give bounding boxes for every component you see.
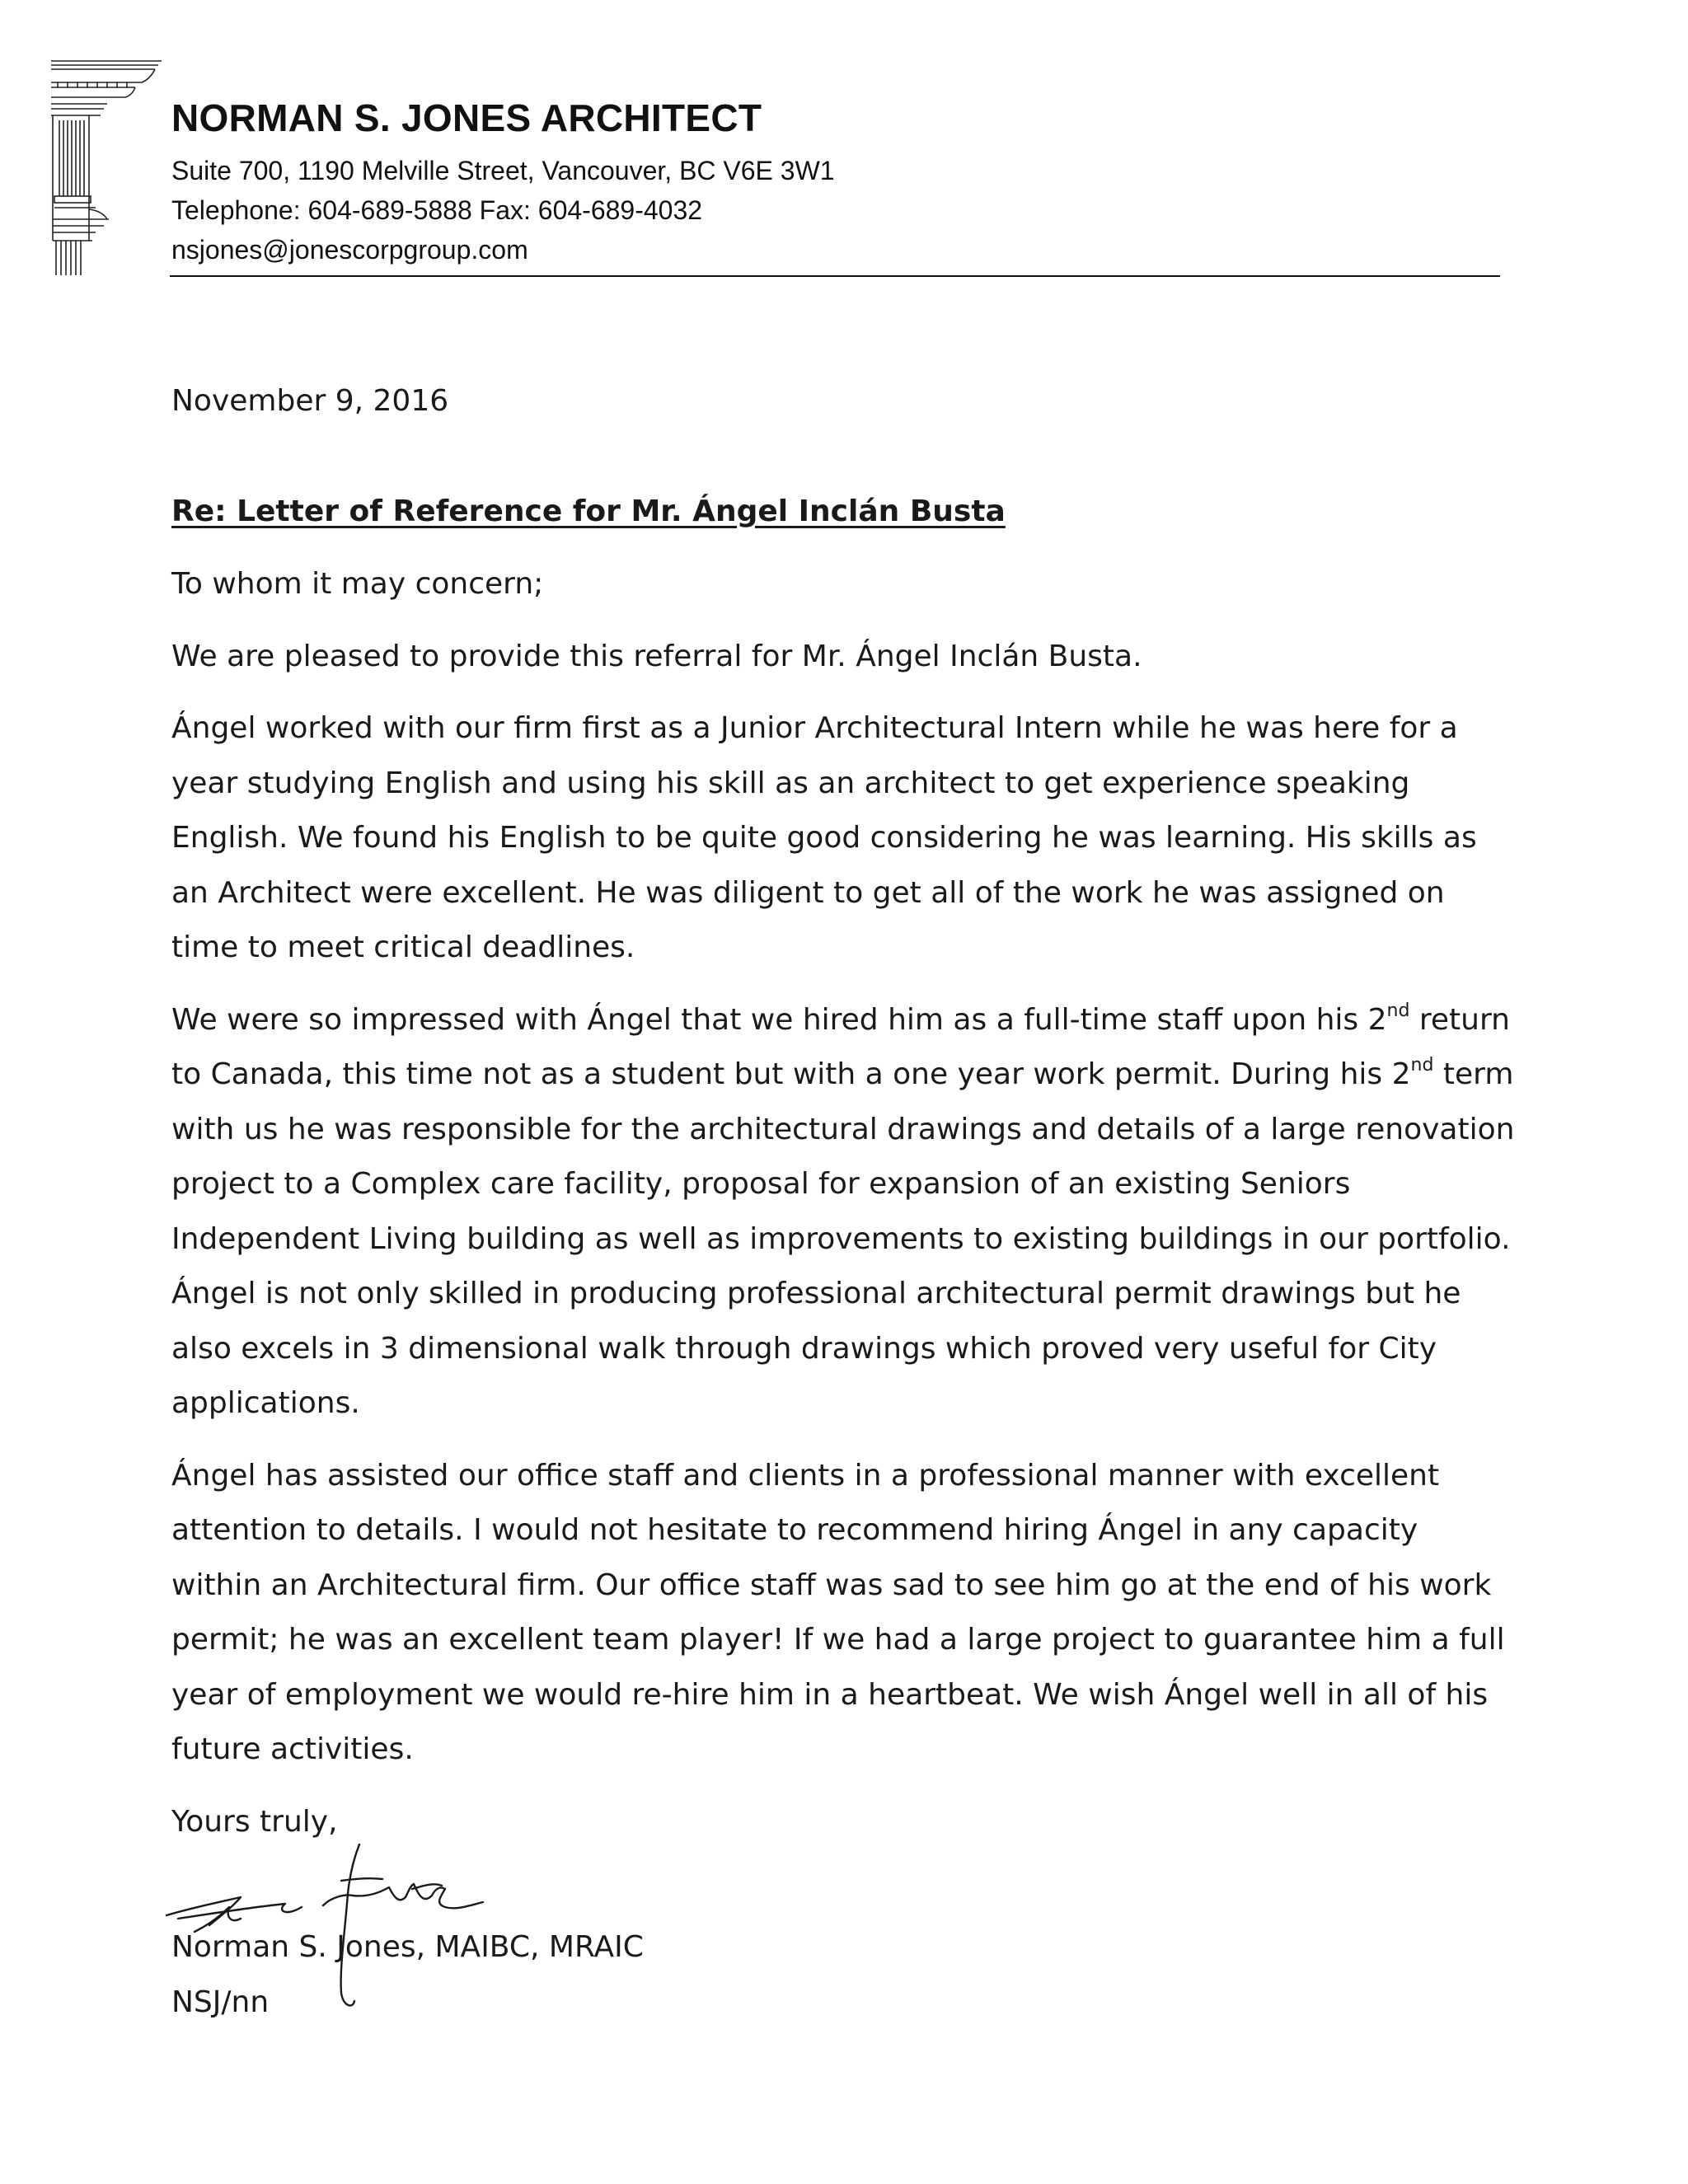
paragraph-employment-part: We were so impressed with Ángel that we hired him as a full-time staff upon his 2 bbox=[171, 1002, 1387, 1037]
paragraph-employment-part: term with us he was responsible for the architectural drawings and details of a large renovation project to a Complex care facility, proposal for expansion of an existing Seniors Independent Living building as well as improvements to existing buildings in our portfolio. Ángel is not only skilled in producing professional architectural permit drawings but he also excels in 3 dimensional walk through drawings which proved very useful for City applications. bbox=[171, 1057, 1515, 1420]
classical-column-cornice-icon bbox=[49, 58, 165, 280]
ordinal-suffix: nd bbox=[1410, 1055, 1434, 1076]
paragraph-experience: Ángel worked with our firm first as a Junior Architectural Intern while he was here for a year studying English and using his skill as an architect to get experience speaking English. We found his English to be quite good considering he was learning. His skills as an Architect were excellent. He was diligent to get all of the work he was assigned on time to meet critical deadlines. bbox=[171, 711, 1477, 964]
salutation: To whom it may concern; bbox=[171, 567, 544, 601]
intro-paragraph: We are pleased to provide this referral for Mr. Ángel Inclán Busta. bbox=[171, 639, 1142, 673]
letter-body bbox=[171, 374, 1515, 2030]
letter-date: November 9, 2016 bbox=[171, 384, 449, 418]
firm-name: NORMAN S. JONES ARCHITECT bbox=[171, 96, 762, 139]
signatory-name: Norman S. Jones, MAIBC, MRAIC bbox=[171, 1930, 644, 1964]
letterhead bbox=[171, 97, 1498, 269]
firm-address: Suite 700, 1190 Melville Street, Vancouver, BC V6E 3W1 bbox=[171, 155, 835, 185]
subject-line: Re: Letter of Reference for Mr. Ángel Inclán Busta bbox=[171, 494, 1006, 528]
ordinal-suffix: nd bbox=[1386, 1000, 1410, 1021]
paragraph-recommendation: Ángel has assisted our office staff and clients in a professional manner with excellent attention to details. I would not hesitate to recommend hiring Ángel in any capacity within an Architectural firm. Our office staff was sad to see him go at the end of his work permit; he was an excellent team player! If we had a large project to guarantee him a full year of employment we would re-hire him in a heartbeat. We wish Ángel well in all of his future activities. bbox=[171, 1458, 1505, 1766]
paragraph-employment-part: return to Canada, this time not as a student but with a one year work permit. During his 2 bbox=[171, 1002, 1510, 1091]
firm-email: nsjones@jonescorpgroup.com bbox=[171, 234, 528, 265]
firm-phone-fax: Telephone: 604-689-5888 Fax: 604-689-4032 bbox=[171, 194, 703, 225]
signatory-initials: NSJ/nn bbox=[171, 1985, 270, 2019]
header-divider bbox=[170, 275, 1500, 277]
paragraph-employment bbox=[171, 993, 1515, 1432]
closing: Yours truly, bbox=[171, 1804, 338, 1839]
